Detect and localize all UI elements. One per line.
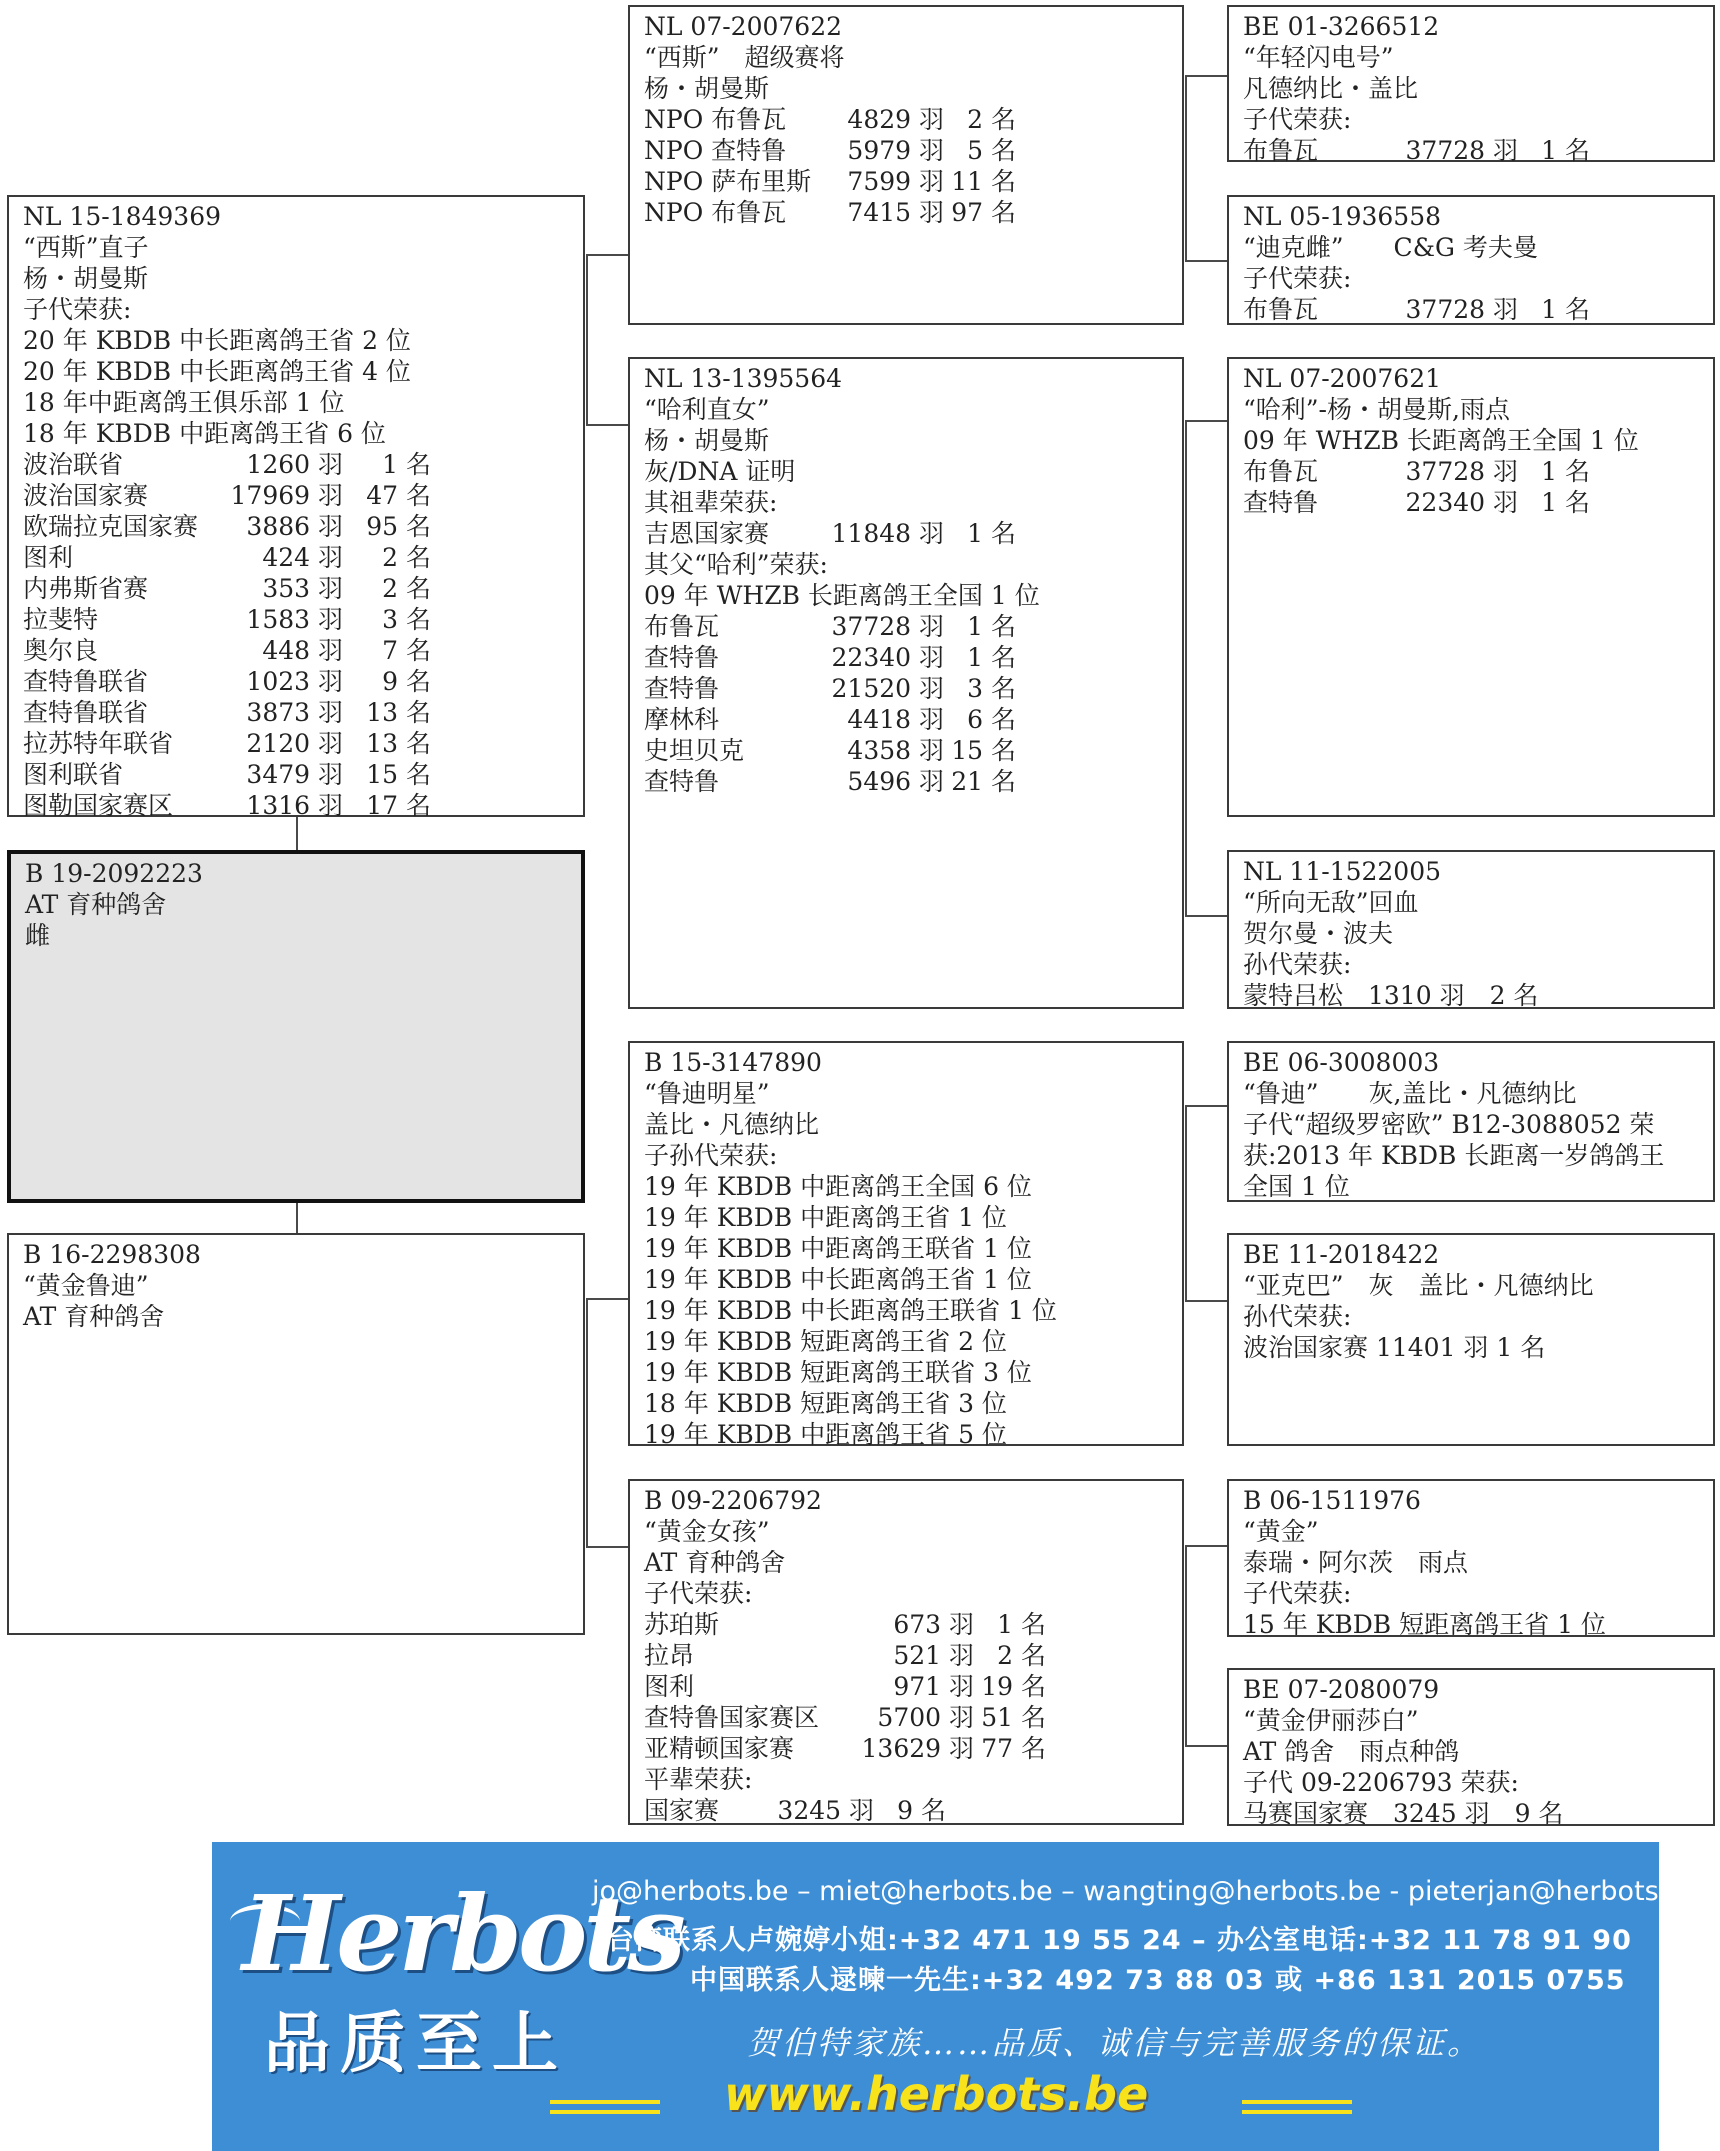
race-cell: 拉苏特年联省 <box>23 729 174 758</box>
race-cell: 查特鲁 <box>644 767 720 796</box>
accent-bar-left <box>550 2110 660 2114</box>
pigeon-name: “所向无敌”回血 <box>1243 888 1419 917</box>
result-row <box>644 704 1182 735</box>
connector <box>296 1203 298 1233</box>
achievement: 19 年 KBDB 中距离鸽王省 5 位 <box>644 1420 1007 1449</box>
sss-box <box>1227 5 1715 165</box>
race-cell: 查特鲁联省 <box>23 667 149 696</box>
result-row <box>23 604 583 635</box>
breeder: 盖比・凡德纳比 <box>644 1110 820 1139</box>
connector <box>586 1546 628 1548</box>
race-cell: 图利联省 <box>23 760 124 789</box>
result-row <box>23 635 583 666</box>
result-line: 马赛国家赛 3245 羽 9 名 <box>1243 1799 1564 1828</box>
pigeon-name: “迪克雌” C&G 考夫曼 <box>1243 233 1538 262</box>
connector <box>586 254 588 424</box>
connector <box>1185 1745 1227 1747</box>
loft-name: AT 育种鸽舍 <box>25 890 167 919</box>
achievement: 19 年 KBDB 中距离鸽王省 1 位 <box>644 1203 1007 1232</box>
breeder: 贺尔曼・波夫 <box>1243 919 1394 948</box>
count-cell: 7599 羽 <box>847 167 944 196</box>
pigeon-name: “西斯” 超级赛将 <box>644 43 845 72</box>
ring-number: B 09-2206792 <box>644 1486 822 1515</box>
achievement: 19 年 KBDB 中长距离鸽王省 1 位 <box>644 1265 1032 1294</box>
count-cell: 5700 羽 <box>877 1703 974 1732</box>
result-row <box>644 1733 1182 1764</box>
result-row <box>23 573 583 604</box>
results-table <box>1243 294 1713 325</box>
count-cell: 37728 羽 <box>1405 136 1518 165</box>
count-cell: 3886 羽 <box>246 512 343 541</box>
pigeon-name: “黄金” <box>1243 1517 1319 1546</box>
count-cell: 4829 羽 <box>847 105 944 134</box>
pigeon-name: “黄金女孩” <box>644 1517 770 1546</box>
contact-emails[interactable]: jo@herbots.be – miet@herbots.be – wangting@herbots.be - pieterjan@herbots.be <box>592 1876 1702 1907</box>
count-cell: 1260 羽 <box>246 450 343 479</box>
achievement: 获:2013 年 KBDB 长距离一岁鸽鸽王 <box>1243 1141 1665 1170</box>
dss-box <box>1227 1041 1715 1202</box>
count-cell: 5979 羽 <box>847 136 944 165</box>
ring-number: BE 01-3266512 <box>1243 12 1440 41</box>
race-cell: NPO 布鲁瓦 <box>644 198 787 227</box>
results-table <box>1243 135 1713 166</box>
race-cell: 布鲁瓦 <box>1243 136 1319 165</box>
loft-name: AT 育种鸽舍 <box>23 1302 165 1331</box>
result-row <box>644 642 1182 673</box>
count-cell: 1316 羽 <box>246 791 343 820</box>
race-cell: 查特鲁 <box>644 643 720 672</box>
result-row <box>23 449 583 480</box>
race-cell: 史坦贝克 <box>644 736 745 765</box>
count-cell: 5496 羽 <box>847 767 944 796</box>
place-cell: 9 名 <box>382 667 431 696</box>
contact-china: 中国联系人逯暕一先生:+32 492 73 88 03 或 +86 131 2015 0755 <box>690 1965 1626 1996</box>
race-cell: 图利 <box>644 1672 695 1701</box>
result-row <box>1243 135 1713 166</box>
pigeon-name: “鲁迪明星” <box>644 1079 770 1108</box>
race-cell: 图勒国家赛区 <box>23 791 174 820</box>
place-cell: 51 名 <box>981 1703 1046 1732</box>
achievement: 20 年 KBDB 中长距离鸽王省 4 位 <box>23 357 411 386</box>
loft-name: AT 育种鸽舍 <box>644 1548 786 1577</box>
achievement: 19 年 KBDB 中距离鸽王联省 1 位 <box>644 1234 1032 1263</box>
section-heading: 子代荣获: <box>1243 1579 1352 1608</box>
place-cell: 2 名 <box>382 543 431 572</box>
race-cell: 摩林科 <box>644 705 720 734</box>
place-cell: 7 名 <box>382 636 431 665</box>
brand-logo: Herbots <box>242 1872 682 1995</box>
section-heading: 子代荣获: <box>1243 105 1352 134</box>
race-cell: 布鲁瓦 <box>1243 457 1319 486</box>
race-cell: 吉恩国家赛 <box>644 519 770 548</box>
connector <box>1185 75 1187 260</box>
result-row <box>23 697 583 728</box>
place-cell: 1 名 <box>967 643 1016 672</box>
brand-slogan: 贺伯特家族……品质、诚信与完善服务的保证。 <box>747 2024 1483 2062</box>
dam-dam-box <box>628 1479 1184 1825</box>
color-note: 灰/DNA 证明 <box>644 457 796 486</box>
connector <box>1185 1545 1187 1745</box>
place-cell: 11 名 <box>951 167 1016 196</box>
place-cell: 1 名 <box>967 519 1016 548</box>
accent-bar-right <box>1242 2100 1352 2104</box>
ring-number: BE 06-3008003 <box>1243 1048 1440 1077</box>
result-row <box>644 611 1182 642</box>
sdd-box <box>1227 850 1715 1009</box>
results-table <box>23 449 583 821</box>
race-cell: NPO 查特鲁 <box>644 136 787 165</box>
place-cell: 15 名 <box>951 736 1016 765</box>
accent-bar-left <box>550 2100 660 2104</box>
race-cell: 查特鲁 <box>644 674 720 703</box>
brand-motto: 品质至上 <box>264 2005 568 2082</box>
place-cell: 6 名 <box>967 705 1016 734</box>
result-row <box>23 790 583 821</box>
race-cell: 查特鲁 <box>1243 488 1319 517</box>
count-cell: 37728 羽 <box>1405 295 1518 324</box>
race-cell: 波治联省 <box>23 450 124 479</box>
ring-number: B 19-2092223 <box>25 859 203 888</box>
connector <box>586 1298 588 1546</box>
result-row <box>644 673 1182 704</box>
result-row <box>23 759 583 790</box>
connector <box>1185 420 1227 422</box>
achievement: 子代“超级罗密欧” B12-3088052 荣 <box>1243 1110 1655 1139</box>
pigeon-name: “亚克巴” 灰 盖比・凡德纳比 <box>1243 1271 1594 1300</box>
achievement: 全国 1 位 <box>1243 1172 1350 1201</box>
place-cell: 9 名 <box>897 1796 946 1825</box>
result-row <box>644 166 1182 197</box>
result-row <box>644 1671 1182 1702</box>
subject-box <box>7 850 585 1203</box>
result-row <box>23 666 583 697</box>
achievement: 09 年 WHZB 长距离鸽王全国 1 位 <box>1243 426 1639 455</box>
sex: 雌 <box>25 921 51 950</box>
section-heading: 子代 09-2206793 荣获: <box>1243 1768 1519 1797</box>
result-row <box>644 197 1182 228</box>
place-cell: 1 名 <box>1541 295 1590 324</box>
section-heading: 平辈荣获: <box>644 1765 753 1794</box>
race-cell: 布鲁瓦 <box>1243 295 1319 324</box>
sds-box <box>1227 357 1715 817</box>
breeder: 泰瑞・阿尔茨 雨点 <box>1243 1548 1469 1577</box>
ring-number: NL 13-1395564 <box>644 364 843 393</box>
connector <box>1185 1105 1227 1107</box>
connector <box>586 424 628 426</box>
achievement: 19 年 KBDB 中长距离鸽王联省 1 位 <box>644 1296 1057 1325</box>
ring-number: B 06-1511976 <box>1243 1486 1421 1515</box>
sire-dam-box <box>628 357 1184 1009</box>
race-cell: 图利 <box>23 543 74 572</box>
breeder: 杨・胡曼斯 <box>644 426 770 455</box>
count-cell: 1023 羽 <box>246 667 343 696</box>
ring-number: NL 11-1522005 <box>1243 857 1442 886</box>
connector <box>1185 75 1227 77</box>
results-table <box>1243 456 1713 518</box>
count-cell: 1583 羽 <box>246 605 343 634</box>
sire-box <box>7 195 585 820</box>
race-cell: 奥尔良 <box>23 636 99 665</box>
race-cell: 亚精顿国家赛 <box>644 1734 795 1763</box>
results-table <box>644 1609 1182 1764</box>
place-cell: 3 名 <box>382 605 431 634</box>
count-cell: 448 羽 <box>262 636 343 665</box>
result-row <box>23 542 583 573</box>
count-cell: 13629 羽 <box>861 1734 974 1763</box>
result-row <box>644 1609 1182 1640</box>
race-cell: 波治国家赛 <box>23 481 149 510</box>
count-cell: 4358 羽 <box>847 736 944 765</box>
count-cell: 37728 羽 <box>1405 457 1518 486</box>
race-cell: 查特鲁国家赛区 <box>644 1703 820 1732</box>
place-cell: 15 名 <box>366 760 431 789</box>
count-cell: 17969 羽 <box>230 481 343 510</box>
achievement: 15 年 KBDB 短距离鸽王省 1 位 <box>1243 1610 1606 1639</box>
result-row <box>644 518 1182 549</box>
place-cell: 97 名 <box>951 198 1016 227</box>
race-cell: 布鲁瓦 <box>644 612 720 641</box>
connector <box>1185 1300 1227 1302</box>
result-row <box>23 728 583 759</box>
place-cell: 5 名 <box>967 136 1016 165</box>
sire-sire-box <box>628 5 1184 325</box>
race-cell: 拉昂 <box>644 1641 695 1670</box>
count-cell: 3479 羽 <box>246 760 343 789</box>
ssd-box <box>1227 195 1715 325</box>
pigeon-name: “年轻闪电号” <box>1243 43 1394 72</box>
achievement: 18 年 KBDB 短距离鸽王省 3 位 <box>644 1389 1007 1418</box>
pigeon-name: “西斯”直子 <box>23 233 149 262</box>
section-heading: 子孙代荣获: <box>644 1141 778 1170</box>
result-line: 蒙特吕松 1310 羽 2 名 <box>1243 981 1539 1010</box>
pigeon-name: “哈利直女” <box>644 395 770 424</box>
ring-number: B 16-2298308 <box>23 1240 201 1269</box>
achievement: 09 年 WHZB 长距离鸽王全国 1 位 <box>644 581 1040 610</box>
result-row <box>644 1702 1182 1733</box>
website-link[interactable]: www.herbots.be <box>724 2067 1149 2121</box>
count-cell: 971 羽 <box>893 1672 974 1701</box>
place-cell: 1 名 <box>967 612 1016 641</box>
results-table <box>644 611 1182 797</box>
result-row <box>644 1795 1182 1826</box>
accent-bar-right <box>1242 2110 1352 2114</box>
count-cell: 22340 羽 <box>1405 488 1518 517</box>
count-cell: 7415 羽 <box>847 198 944 227</box>
place-cell: 47 名 <box>366 481 431 510</box>
race-cell: 苏珀斯 <box>644 1610 720 1639</box>
result-row <box>644 1640 1182 1671</box>
ring-number: NL 07-2007622 <box>644 12 843 41</box>
ring-number: NL 07-2007621 <box>1243 364 1442 393</box>
result-line: 波治国家赛 11401 羽 1 名 <box>1243 1333 1546 1362</box>
count-cell: 4418 羽 <box>847 705 944 734</box>
dam-box <box>7 1233 585 1635</box>
result-row <box>644 104 1182 135</box>
count-cell: 3245 羽 <box>777 1796 874 1825</box>
place-cell: 2 名 <box>997 1641 1046 1670</box>
count-cell: 3873 羽 <box>246 698 343 727</box>
count-cell: 424 羽 <box>262 543 343 572</box>
race-cell: 欧瑞拉克国家赛 <box>23 512 199 541</box>
connector <box>1185 1105 1187 1300</box>
place-cell: 17 名 <box>366 791 431 820</box>
place-cell: 2 名 <box>967 105 1016 134</box>
ring-number: NL 15-1849369 <box>23 202 222 231</box>
count-cell: 353 羽 <box>262 574 343 603</box>
achievement: 19 年 KBDB 中距离鸽王全国 6 位 <box>644 1172 1032 1201</box>
dds-box <box>1227 1479 1715 1637</box>
pigeon-name: “鲁迪” 灰,盖比・凡德纳比 <box>1243 1079 1577 1108</box>
breeder: 杨・胡曼斯 <box>644 74 770 103</box>
connector <box>1185 420 1187 915</box>
result-row <box>23 480 583 511</box>
place-cell: 1 名 <box>1541 136 1590 165</box>
section-heading: 其祖辈荣获: <box>644 488 778 517</box>
contact-taiwan: 台湾联系人卢婉婷小姐:+32 471 19 55 24 – 办公室电话:+32 11 78 91 90 <box>607 1925 1632 1956</box>
pigeon-name: “黄金伊丽莎白” <box>1243 1706 1419 1735</box>
place-cell: 1 名 <box>382 450 431 479</box>
result-row <box>1243 456 1713 487</box>
section-heading: 子代荣获: <box>644 1579 753 1608</box>
section-heading: 其父“哈利”荣获: <box>644 550 828 579</box>
result-row <box>23 511 583 542</box>
place-cell: 3 名 <box>967 674 1016 703</box>
place-cell: 1 名 <box>1541 488 1590 517</box>
results-table <box>644 104 1182 228</box>
pigeon-name: “黄金鲁迪” <box>23 1271 149 1300</box>
place-cell: 1 名 <box>997 1610 1046 1639</box>
race-cell: NPO 萨布里斯 <box>644 167 812 196</box>
achievement: 19 年 KBDB 短距离鸽王联省 3 位 <box>644 1358 1032 1387</box>
count-cell: 22340 羽 <box>831 643 944 672</box>
count-cell: 11848 羽 <box>831 519 944 548</box>
connector <box>586 254 628 256</box>
count-cell: 37728 羽 <box>831 612 944 641</box>
section-heading: 子代荣获: <box>23 295 132 324</box>
result-row <box>1243 294 1713 325</box>
dsd-box <box>1227 1233 1715 1446</box>
race-cell: 拉斐特 <box>23 605 99 634</box>
results-table <box>644 518 1182 549</box>
ring-number: BE 11-2018422 <box>1243 1240 1440 1269</box>
footer-banner <box>212 1842 1702 2151</box>
place-cell: 2 名 <box>382 574 431 603</box>
ring-number: BE 07-2080079 <box>1243 1675 1440 1704</box>
race-cell: 内弗斯省赛 <box>23 574 149 603</box>
race-cell: NPO 布鲁瓦 <box>644 105 787 134</box>
place-cell: 77 名 <box>981 1734 1046 1763</box>
race-cell: 国家赛 <box>644 1796 720 1825</box>
achievement: 18 年中距离鸽王俱乐部 1 位 <box>23 388 345 417</box>
results-table <box>644 1795 1182 1826</box>
count-cell: 21520 羽 <box>831 674 944 703</box>
section-heading: 孙代荣获: <box>1243 950 1352 979</box>
result-row <box>644 735 1182 766</box>
achievement: 19 年 KBDB 短距离鸽王省 2 位 <box>644 1327 1007 1356</box>
connector <box>1185 260 1227 262</box>
place-cell: 21 名 <box>951 767 1016 796</box>
dam-sire-box <box>628 1041 1184 1449</box>
ring-number: B 15-3147890 <box>644 1048 822 1077</box>
place-cell: 19 名 <box>981 1672 1046 1701</box>
breeder: 杨・胡曼斯 <box>23 264 149 293</box>
connector <box>1185 1545 1227 1547</box>
section-heading: 子代荣获: <box>1243 264 1352 293</box>
connector <box>296 817 298 850</box>
place-cell: 1 名 <box>1541 457 1590 486</box>
breeder: 凡德纳比・盖比 <box>1243 74 1419 103</box>
pigeon-name: “哈利”-杨・胡曼斯,雨点 <box>1243 395 1510 424</box>
count-cell: 2120 羽 <box>246 729 343 758</box>
race-cell: 查特鲁联省 <box>23 698 149 727</box>
count-cell: 673 羽 <box>893 1610 974 1639</box>
achievement: 20 年 KBDB 中长距离鸽王省 2 位 <box>23 326 411 355</box>
result-row <box>644 135 1182 166</box>
place-cell: 13 名 <box>366 698 431 727</box>
achievement: 18 年 KBDB 中距离鸽王省 6 位 <box>23 419 386 448</box>
ddd-box <box>1227 1668 1715 1826</box>
count-cell: 521 羽 <box>893 1641 974 1670</box>
connector <box>1185 915 1227 917</box>
result-row <box>644 766 1182 797</box>
section-heading: 孙代荣获: <box>1243 1302 1352 1331</box>
loft-name: AT 鸽舍 雨点种鸽 <box>1243 1737 1460 1766</box>
ring-number: NL 05-1936558 <box>1243 202 1442 231</box>
place-cell: 13 名 <box>366 729 431 758</box>
result-row <box>1243 487 1713 518</box>
place-cell: 95 名 <box>366 512 431 541</box>
connector <box>586 1298 628 1300</box>
